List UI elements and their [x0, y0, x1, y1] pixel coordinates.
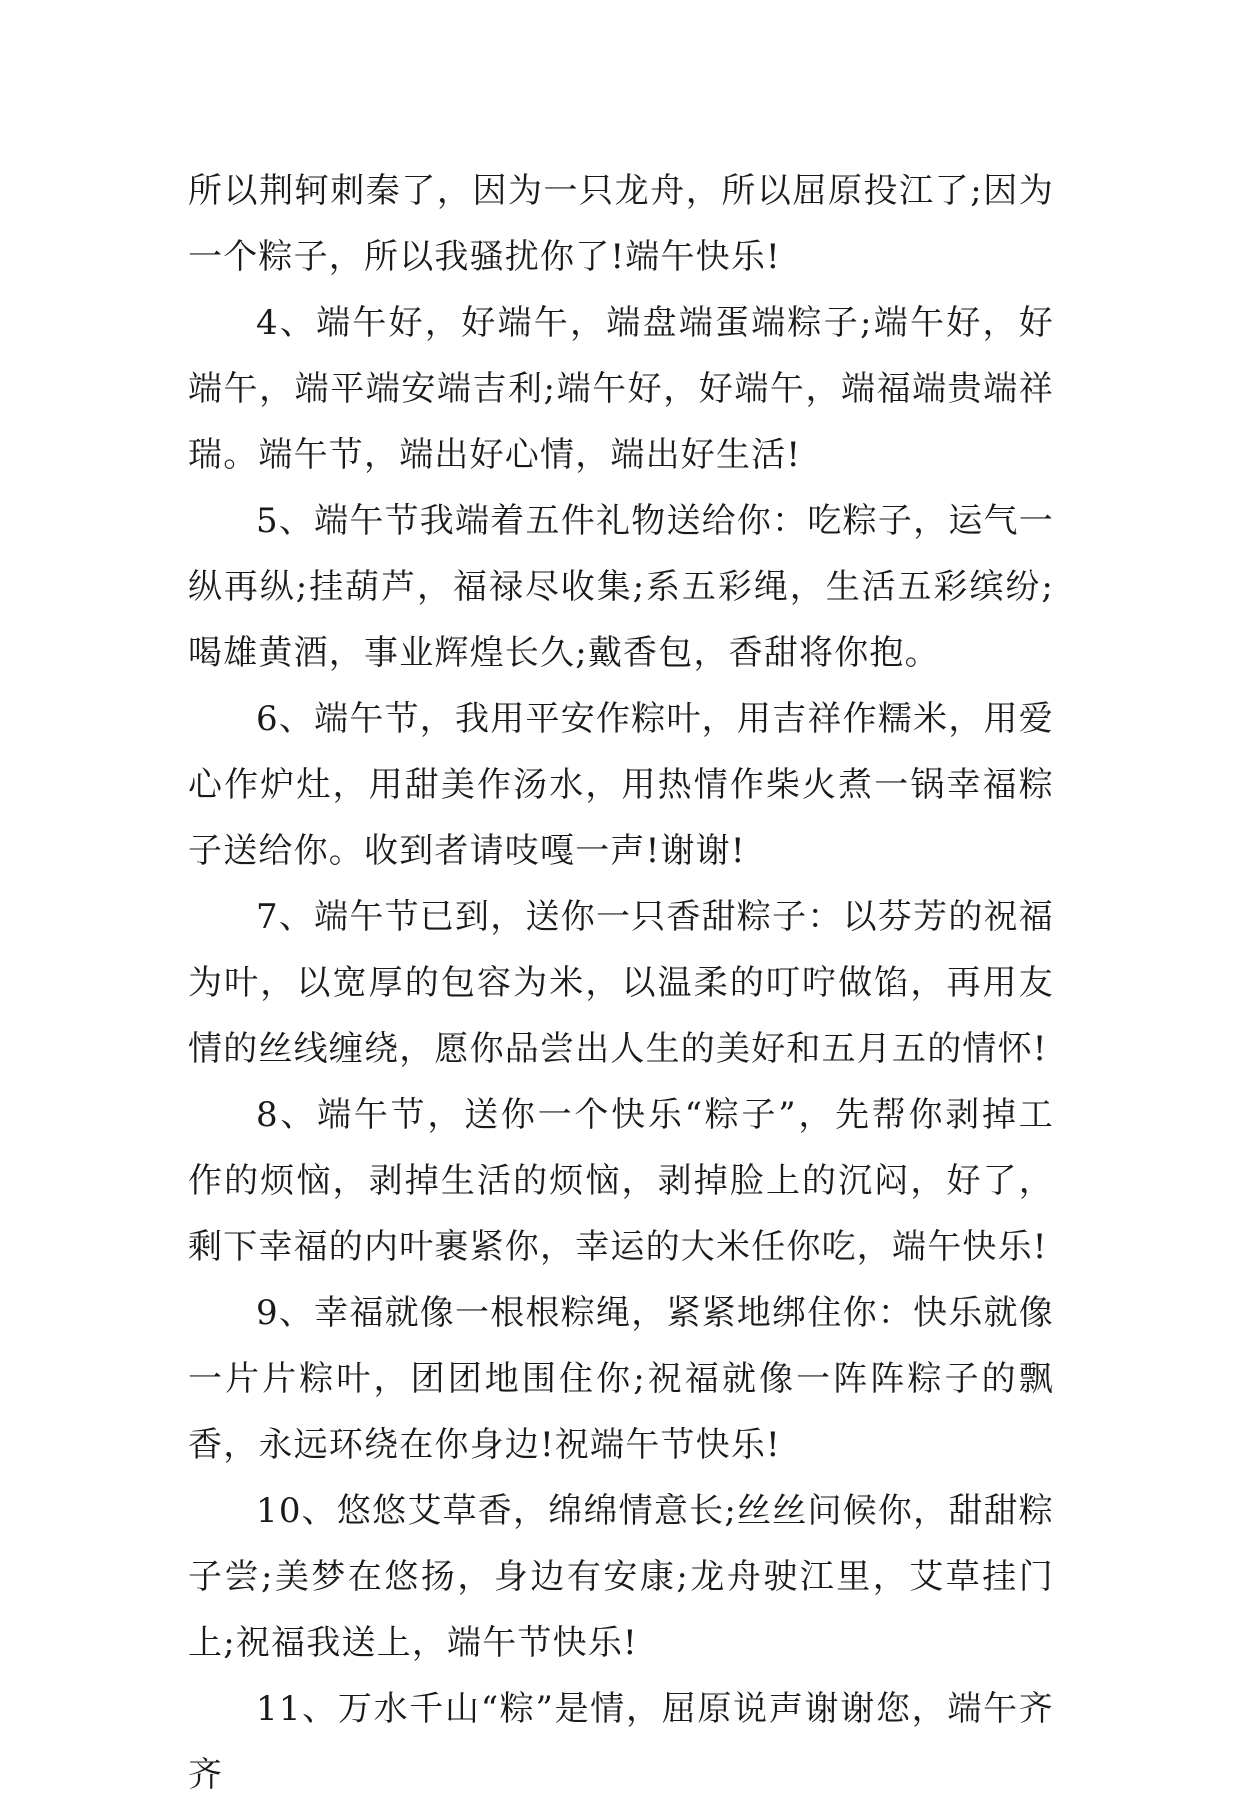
- paragraph-item-7: 7、端午节已到，送你一只香甜粽子：以芬芳的祝福为叶，以宽厚的包容为米，以温柔的叮咛做馅，再用友情的丝线缠绕，愿你品尝出人生的美好和五月五的情怀!: [188, 897, 1054, 1069]
- paragraph-item-5: 5、端午节我端着五件礼物送给你：吃粽子，运气一纵再纵;挂葫芦，福禄尽收集;系五彩绳，生活五彩缤纷;喝雄黄酒，事业辉煌长久;戴香包，香甜将你抱。: [188, 501, 1054, 673]
- paragraph-item-6: 6、端午节，我用平安作粽叶，用吉祥作糯米，用爱心作炉灶，用甜美作汤水，用热情作柴火煮一锅幸福粽子送给你。收到者请吱嘎一声!谢谢!: [188, 699, 1054, 871]
- paragraph-item-4: 4、端午好，好端午，端盘端蛋端粽子;端午好，好端午，端平端安端吉利;端午好，好端午，端福端贵端祥瑞。端午节，端出好心情，端出好生活!: [188, 303, 1054, 475]
- document-body: [188, 158, 1054, 1808]
- paragraph-item-11: 11、万水千山“粽”是情，屈原说声谢谢您，端午齐齐: [188, 1689, 1054, 1795]
- paragraph-item-9: 9、幸福就像一根根粽绳，紧紧地绑住你：快乐就像一片片粽叶，团团地围住你;祝福就像一阵阵粽子的飘香，永远环绕在你身边!祝端午节快乐!: [188, 1293, 1054, 1465]
- paragraph-item-8: 8、端午节，送你一个快乐“粽子”，先帮你剥掉工作的烦恼，剥掉生活的烦恼，剥掉脸上的沉闷，好了，剩下幸福的内叶裹紧你，幸运的大米任你吃，端午快乐!: [188, 1095, 1054, 1267]
- paragraph-item-10: 10、悠悠艾草香，绵绵情意长;丝丝问候你，甜甜粽子尝;美梦在悠扬，身边有安康;龙舟驶江里，艾草挂门上;祝福我送上，端午节快乐!: [188, 1491, 1054, 1663]
- paragraph-continued: 所以荆轲刺秦了，因为一只龙舟，所以屈原投江了;因为一个粽子，所以我骚扰你了!端午快乐!: [188, 171, 1054, 277]
